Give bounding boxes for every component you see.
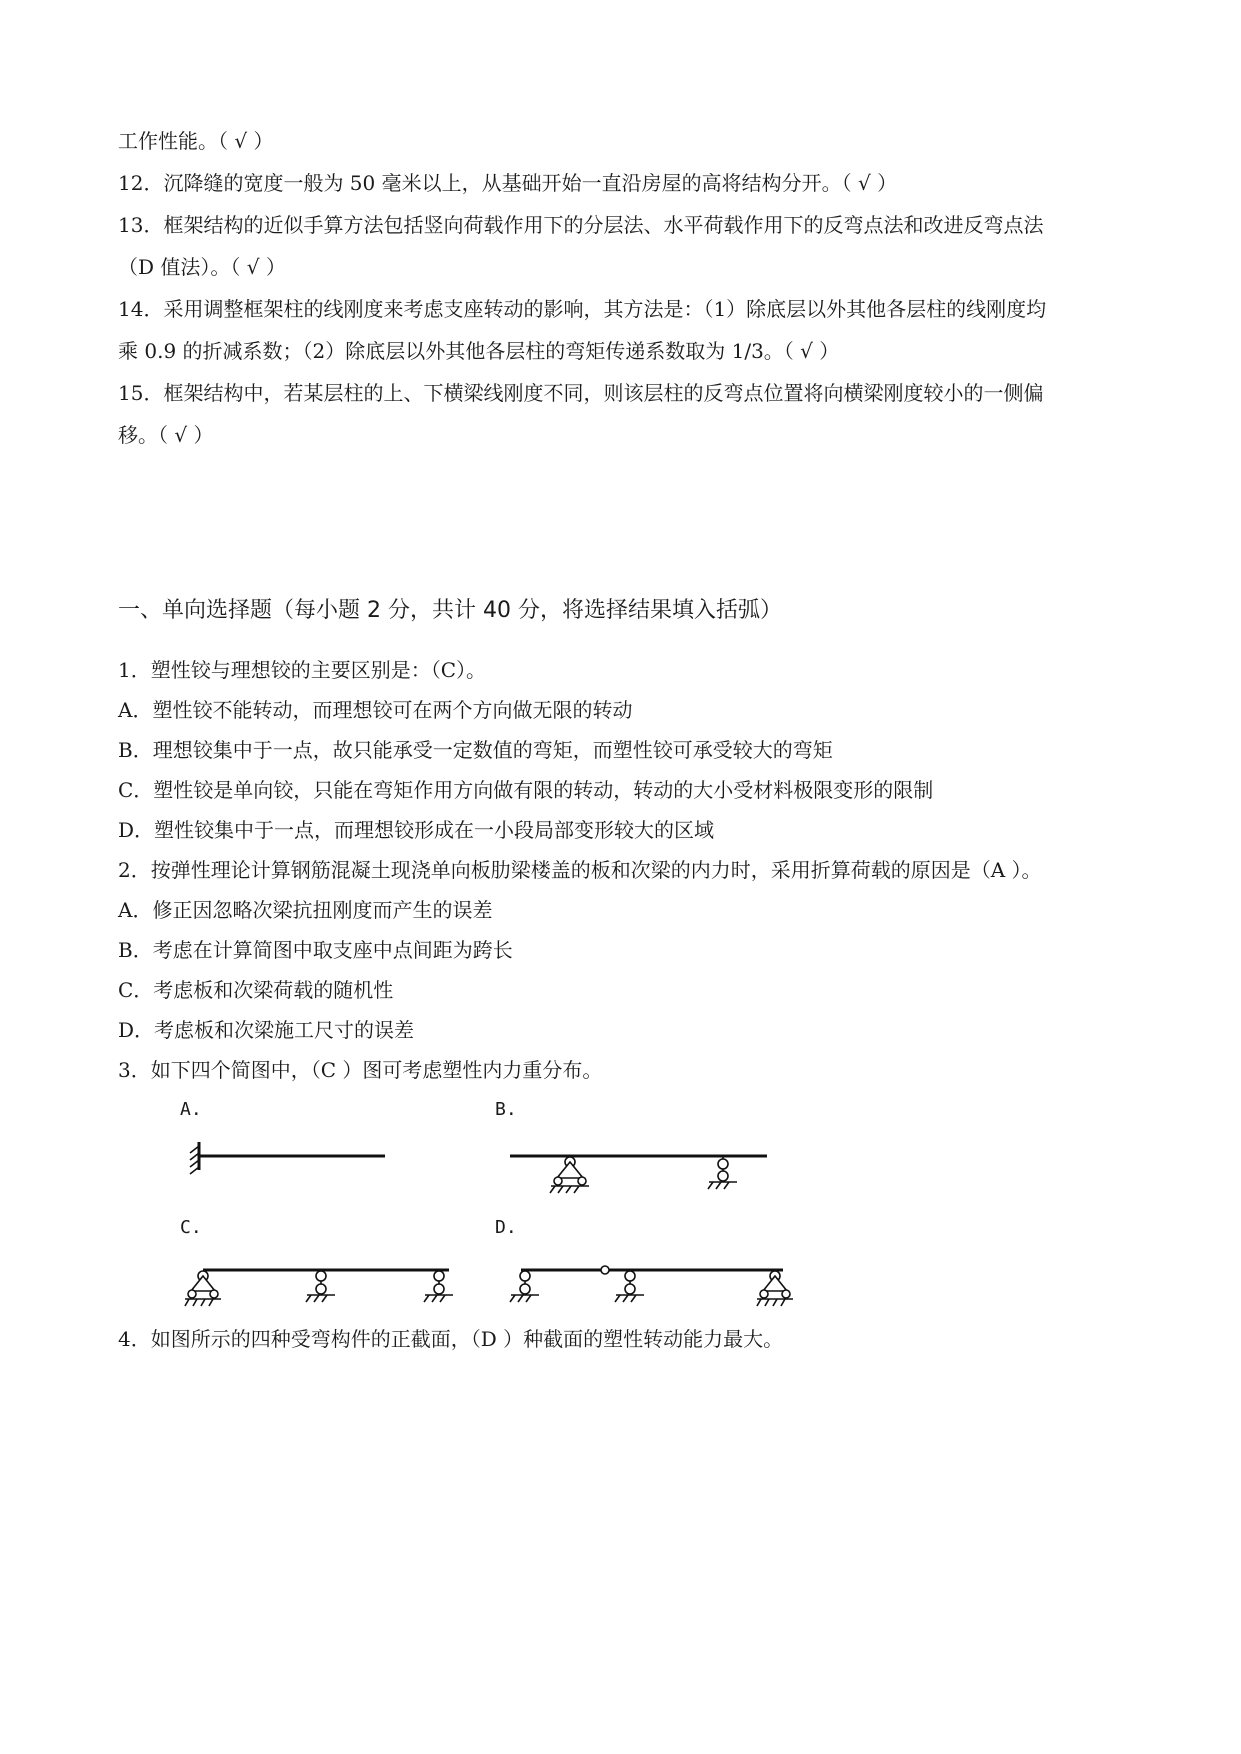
tf-question-14: 14．采用调整框架柱的线刚度来考虑支座转动的影响，其方法是：（1）除底层以外其他各层柱的线刚度均 bbox=[118, 297, 1047, 321]
diagram-a-label: A. bbox=[180, 1099, 202, 1120]
mc-question-2: 2．按弹性理论计算钢筋混凝土现浇单向板肋梁楼盖的板和次梁的内力时，采用折算荷载的原因是（A ）。 bbox=[118, 858, 1042, 882]
diagram-c-pin-support-left bbox=[185, 1271, 221, 1306]
diagram-d-label: D. bbox=[495, 1217, 517, 1238]
diagram-a bbox=[185, 1138, 395, 1188]
tf-question-13-cont: （D 值法）。（ √ ） bbox=[118, 255, 286, 279]
mc-q1-option-b: B．理想铰集中于一点，故只能承受一定数值的弯矩，而塑性铰可承受较大的弯矩 bbox=[118, 738, 833, 762]
mc-q1-option-c: C．塑性铰是单向铰，只能在弯矩作用方向做有限的转动，转动的大小受材料极限变形的限制 bbox=[118, 778, 934, 802]
diagram-b bbox=[505, 1138, 775, 1198]
tf-question-15-cont: 移。（ √ ） bbox=[118, 423, 214, 447]
mc-question-1: 1．塑性铰与理想铰的主要区别是：（C）。 bbox=[118, 658, 487, 682]
diagram-c-roller-support-middle bbox=[306, 1270, 335, 1302]
section-heading: 一、单向选择题（每小题 2 分，共计 40 分，将选择结果填入括弧） bbox=[118, 598, 782, 623]
mc-q2-option-a: A．修正因忽略次梁抗扭刚度而产生的误差 bbox=[118, 898, 493, 922]
mc-q2-option-b: B．考虑在计算简图中取支座中点间距为跨长 bbox=[118, 938, 513, 962]
tf-question-15: 15．框架结构中，若某层柱的上、下横梁线刚度不同，则该层柱的反弯点位置将向横梁刚度较小的一侧偏 bbox=[118, 381, 1044, 405]
diagram-b-pin-support-left bbox=[550, 1157, 589, 1193]
mc-q1-option-d: D．塑性铰集中于一点，而理想铰形成在一小段局部变形较大的区域 bbox=[118, 818, 715, 842]
tf-question-13: 13．框架结构的近似手算方法包括竖向荷载作用下的分层法、水平荷载作用下的反弯点法和改进反弯点法 bbox=[118, 213, 1044, 237]
diagram-c bbox=[185, 1258, 465, 1318]
diagram-d-pin-support-right bbox=[757, 1271, 793, 1306]
diagram-c-label: C. bbox=[180, 1217, 202, 1238]
diagram-d bbox=[505, 1258, 805, 1318]
diagram-b-roller-support-right bbox=[708, 1156, 737, 1189]
diagram-d-internal-hinge bbox=[601, 1266, 609, 1274]
tf-question-12: 12．沉降缝的宽度一般为 50 毫米以上，从基础开始一直沿房屋的高将结构分开。（ √ ） bbox=[118, 171, 898, 195]
tf-line-1: 工作性能。（ √ ） bbox=[118, 129, 274, 153]
mc-question-3: 3．如下四个简图中，（C ）图可考虑塑性内力重分布。 bbox=[118, 1058, 603, 1082]
diagram-b-label: B. bbox=[495, 1099, 517, 1120]
mc-question-4: 4．如图所示的四种受弯构件的正截面，（D ）种截面的塑性转动能力最大。 bbox=[118, 1327, 784, 1351]
mc-q2-option-c: C．考虑板和次梁荷载的随机性 bbox=[118, 978, 394, 1002]
diagram-d-roller-support-left bbox=[510, 1270, 539, 1302]
diagram-c-roller-support-right bbox=[424, 1270, 453, 1302]
mc-q1-option-a: A．塑性铰不能转动，而理想铰可在两个方向做无限的转动 bbox=[118, 698, 633, 722]
tf-question-14-cont: 乘 0.9 的折减系数；（2）除底层以外其他各层柱的弯矩传递系数取为 1/3。（ √ ） bbox=[118, 339, 840, 363]
mc-q2-option-d: D．考虑板和次梁施工尺寸的误差 bbox=[118, 1018, 415, 1042]
diagram-d-roller-support-middle bbox=[615, 1270, 644, 1302]
